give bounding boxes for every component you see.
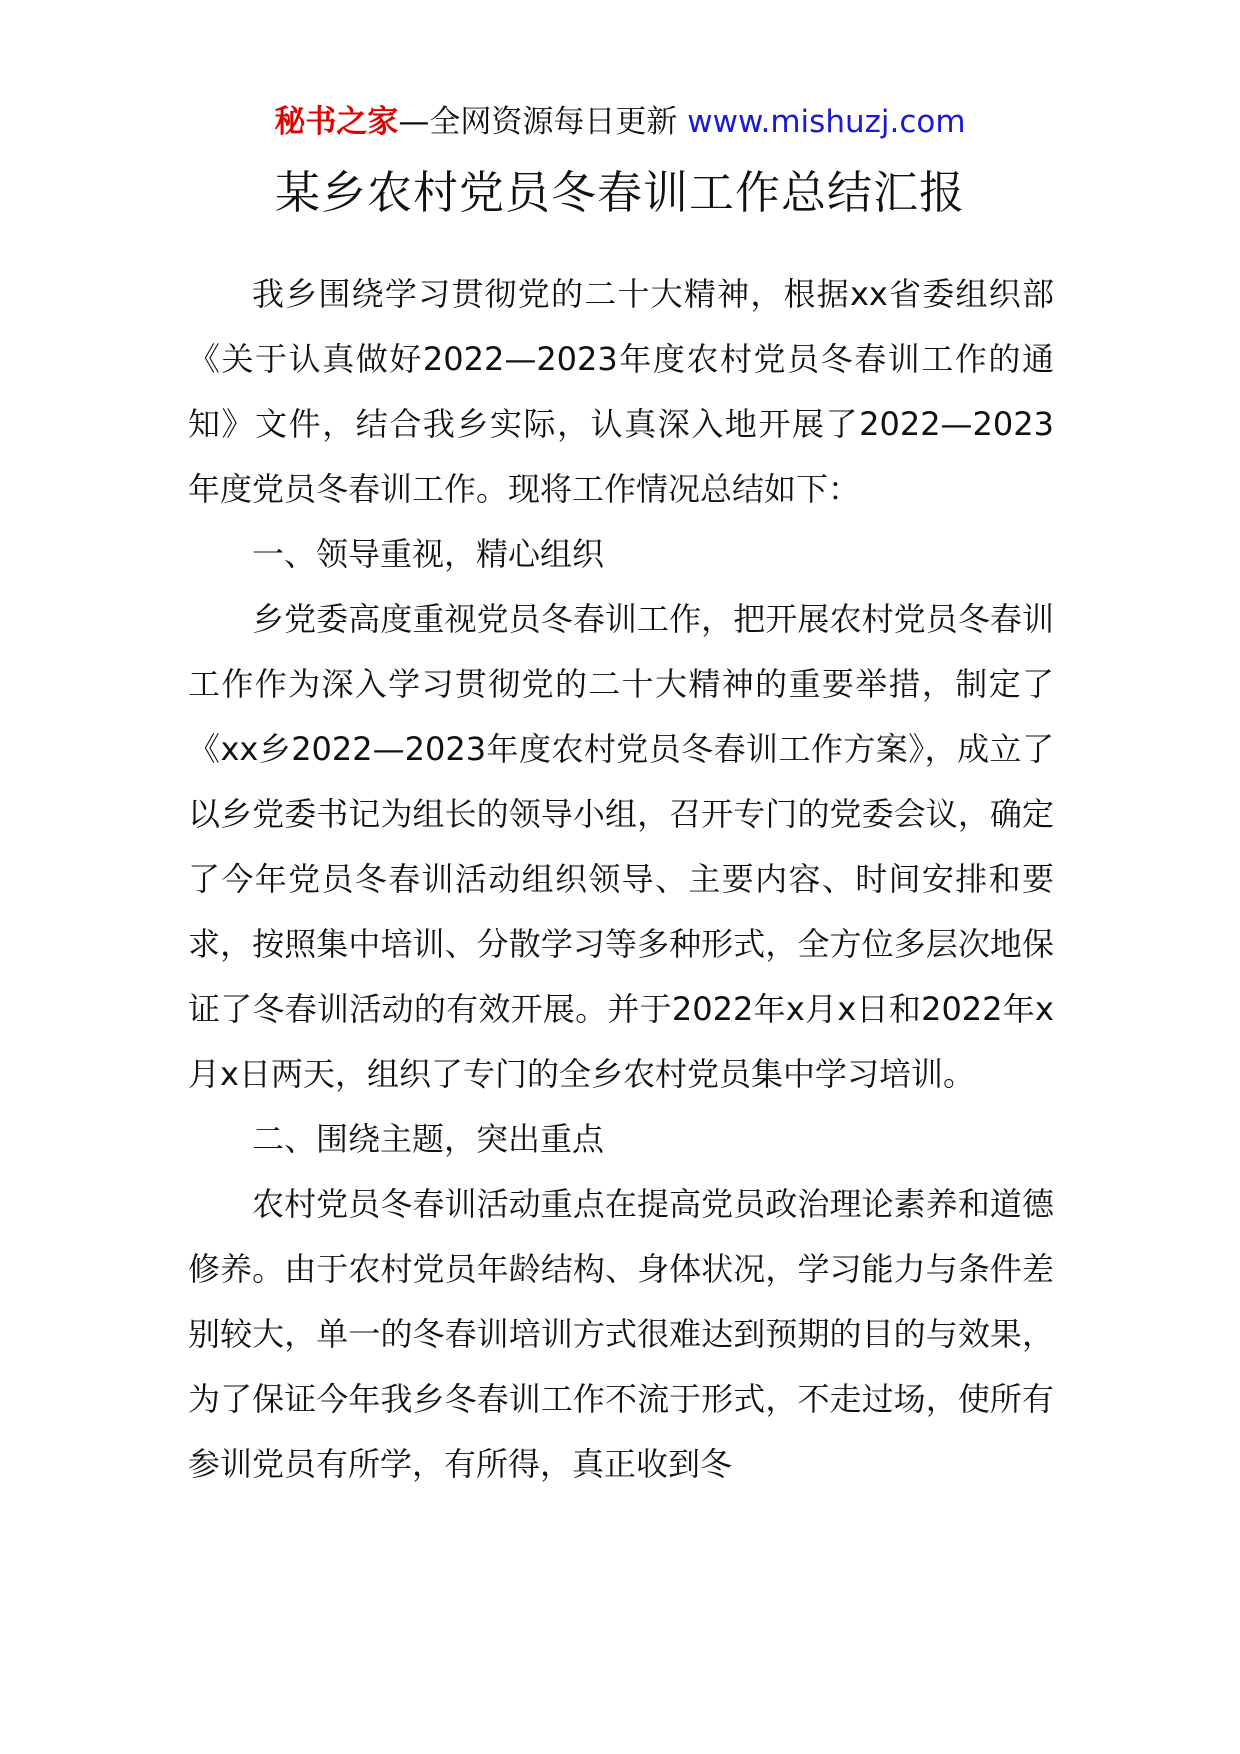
section-heading-2: 二、围绕主题，突出重点 xyxy=(252,1120,605,1158)
intro-paragraph: 我乡围绕学习贯彻党的二十大精神，根据xx省委组织部《关于认真做好2022—2023年度农村党员冬春训工作的通知》文件，结合我乡实际，认真深入地开展了2022—2023年度党员冬春训工作。现将工作情况总结如下： xyxy=(188,275,1054,508)
site-url-link[interactable]: www.mishuzj.com xyxy=(687,104,966,140)
site-header xyxy=(0,100,1240,144)
document-body xyxy=(188,262,1054,1497)
brand-name: 秘书之家 xyxy=(274,104,399,140)
section-1-paragraph: 乡党委高度重视党员冬春训工作，把开展农村党员冬春训工作作为深入学习贯彻党的二十大精神的重要举措，制定了《xx乡2022—2023年度农村党员冬春训工作方案》，成立了以乡党委书记为组长的领导小组，召开专门的党委会议，确定了今年党员冬春训活动组织领导、主要内容、时间安排和要求，按照集中培训、分散学习等多种形式，全方位多层次地保证了冬春训活动的有效开展。并于2022年x月x日和2022年x月x日两天，组织了专门的全乡农村党员集中学习培训。 xyxy=(188,600,1054,1093)
section-2-paragraph: 农村党员冬春训活动重点在提高党员政治理论素养和道德修养。由于农村党员年龄结构、身体状况，学习能力与条件差别较大，单一的冬春训培训方式很难达到预期的目的与效果，为了保证今年我乡冬春训工作不流于形式，不走过场，使所有参训党员有所学，有所得，真正收到冬 xyxy=(188,1185,1054,1483)
site-slogan: —全网资源每日更新 xyxy=(398,104,678,140)
section-heading-1: 一、领导重视，精心组织 xyxy=(252,535,605,573)
document-title: 某乡农村党员冬春训工作总结汇报 xyxy=(274,166,965,219)
